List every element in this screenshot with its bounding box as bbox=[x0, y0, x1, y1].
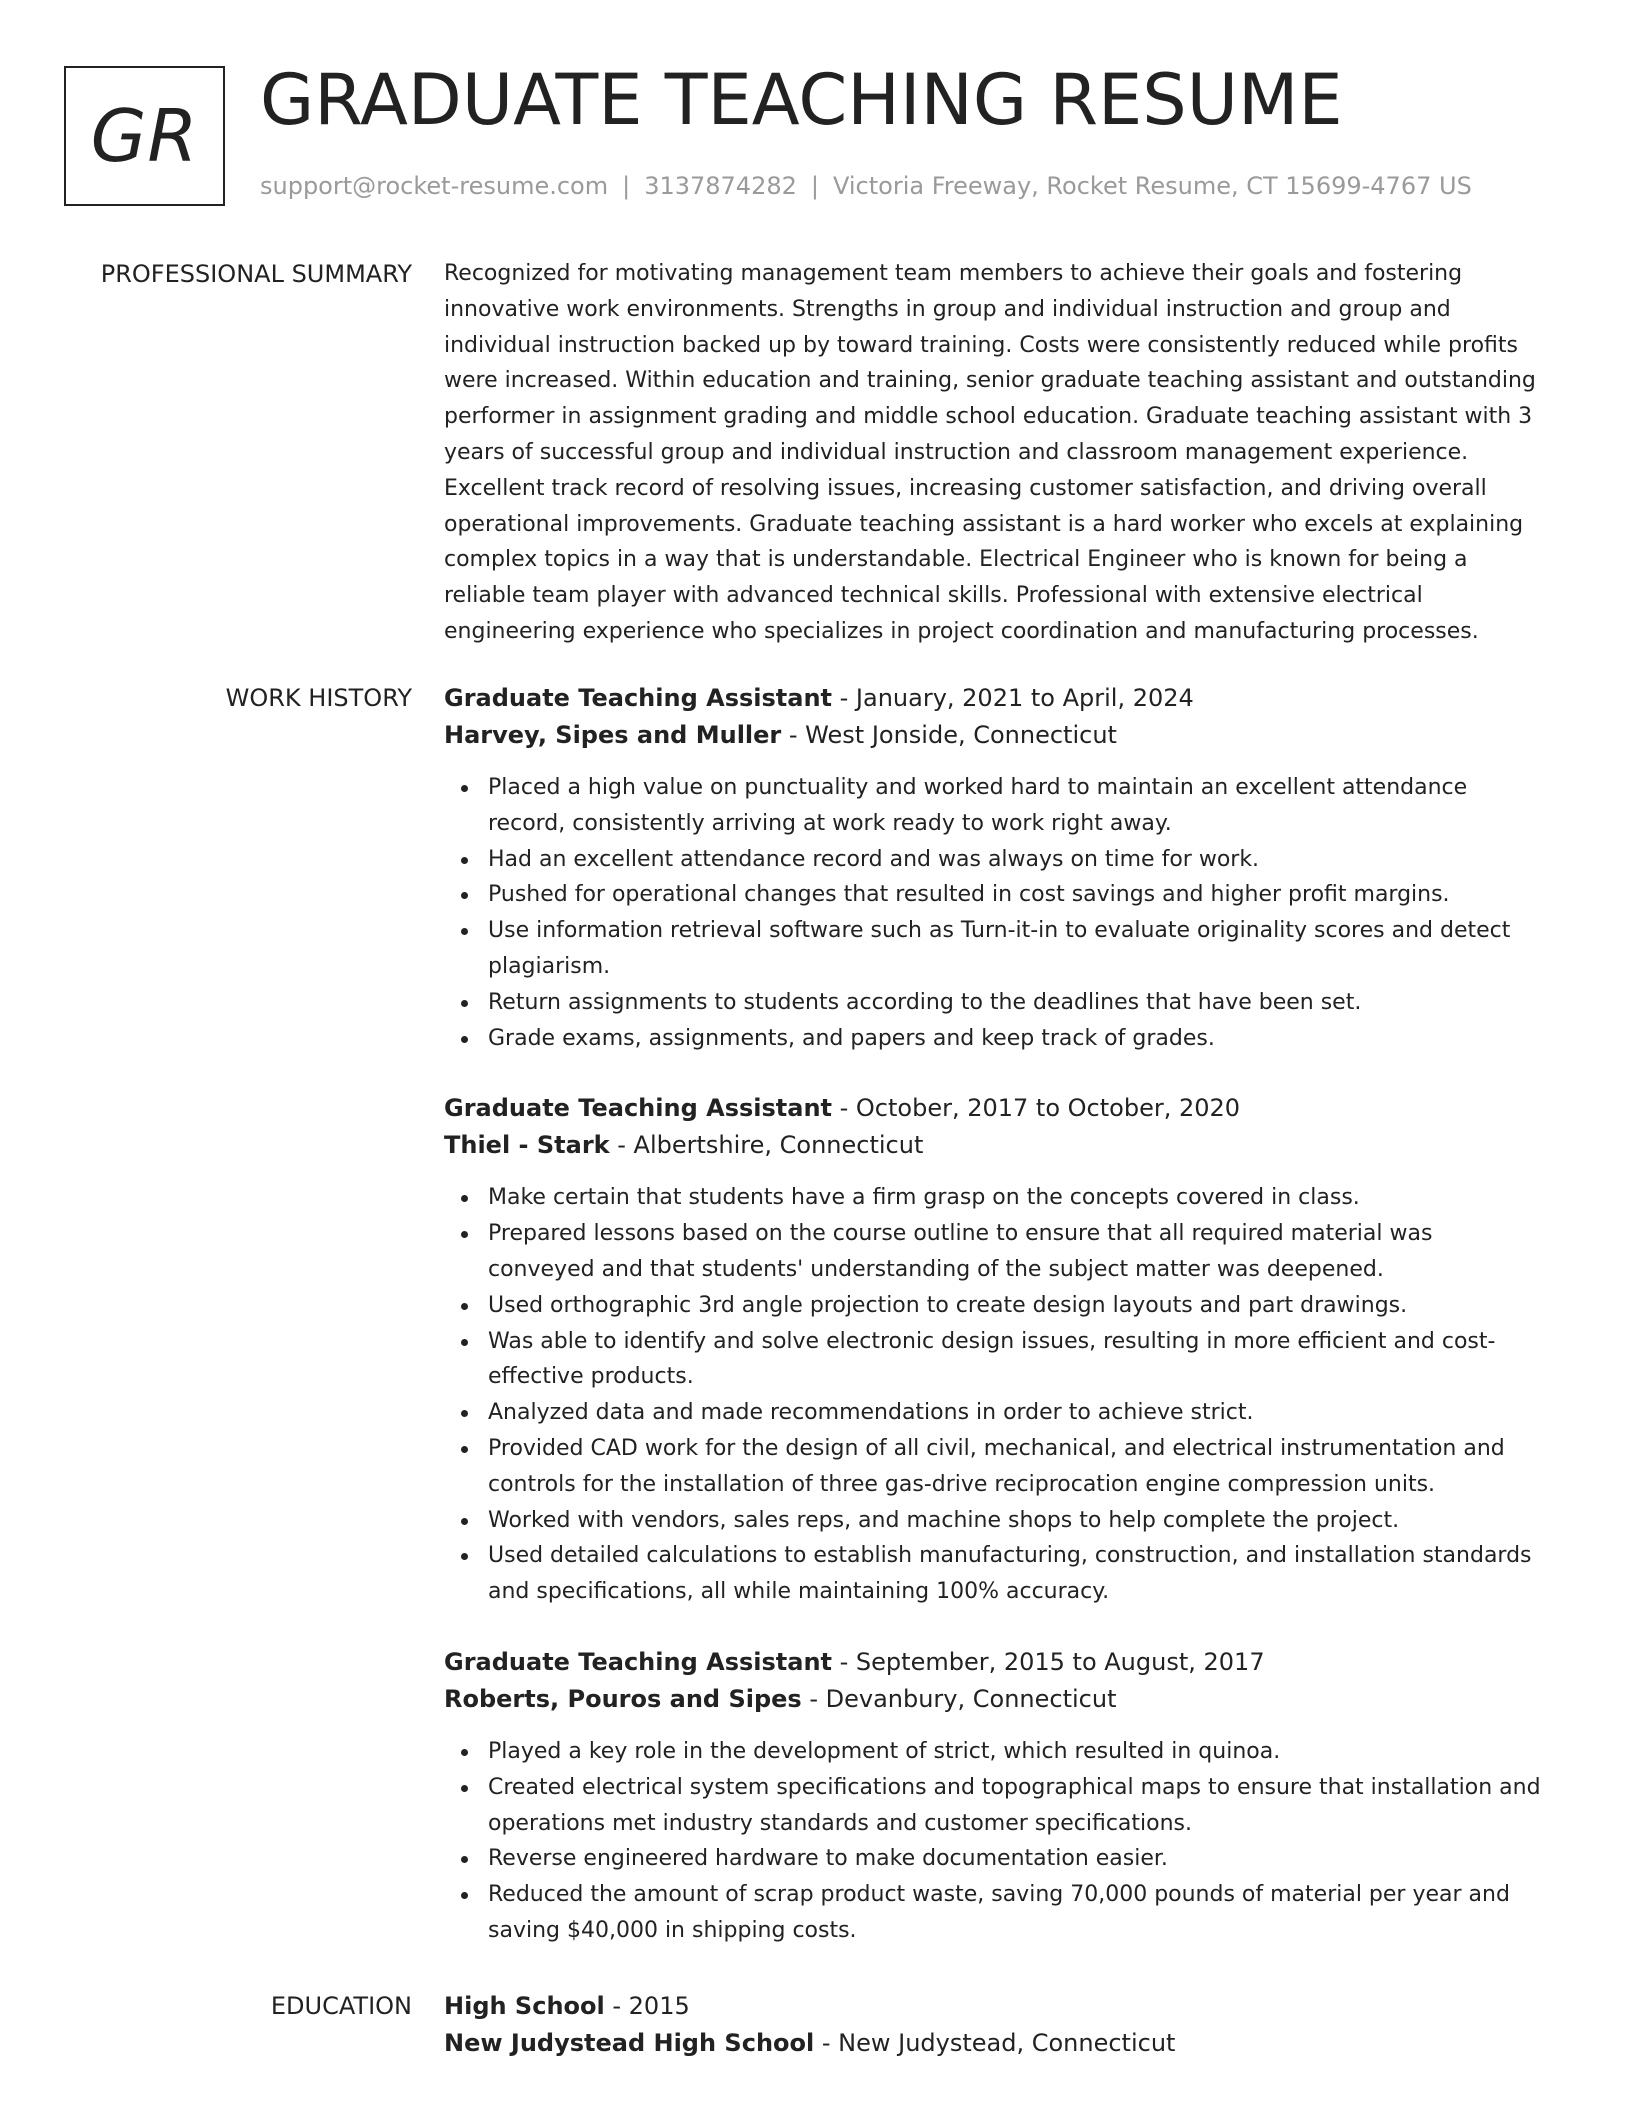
bullet-item: Provided CAD work for the design of all civil, mechanical, and electrical instrumentation and controls for the installation of three gas-drive reciprocation engine compression units. bbox=[488, 1431, 1544, 1503]
contact-separator: | bbox=[810, 172, 819, 200]
bullet-item: Pushed for operational changes that resulted in cost savings and higher profit margins. bbox=[488, 877, 1544, 913]
job-title-line bbox=[444, 1644, 1544, 1681]
monogram-logo bbox=[64, 66, 225, 206]
education-school: New Judystead High School bbox=[444, 2029, 815, 2057]
education-body bbox=[444, 1988, 1544, 2062]
bullet-item: Created electrical system specifications and topographical maps to ensure that installation and operations met industry standards and customer specifications. bbox=[488, 1770, 1544, 1842]
bullet-item: Was able to identify and solve electronic design issues, resulting in more efficient and cost-effective products. bbox=[488, 1324, 1544, 1396]
job-location: - Devanbury, Connecticut bbox=[801, 1684, 1117, 1713]
bullet-item: Reduced the amount of scrap product waste, saving 70,000 pounds of material per year and saving $40,000 in shipping costs. bbox=[488, 1877, 1544, 1949]
bullet-item: Analyzed data and made recommendations in order to achieve strict. bbox=[488, 1395, 1544, 1431]
job-title: Graduate Teaching Assistant bbox=[444, 1647, 832, 1676]
job-location: - Albertshire, Connecticut bbox=[609, 1131, 924, 1160]
bullet-item: Used orthographic 3rd angle projection to create design layouts and part drawings. bbox=[488, 1288, 1544, 1324]
bullet-item: Use information retrieval software such as Turn-it-in to evaluate originality scores and detect plagiarism. bbox=[488, 913, 1544, 985]
job-entry bbox=[444, 1090, 1544, 1610]
summary-body bbox=[444, 256, 1544, 650]
monogram-initials: GR bbox=[90, 94, 199, 178]
job-bullets bbox=[444, 770, 1544, 1056]
contact-phone[interactable]: 3137874282 bbox=[644, 172, 797, 200]
education-heading: EDUCATION bbox=[270, 1992, 412, 2020]
job-bullets bbox=[444, 1180, 1544, 1610]
bullet-item: Grade exams, assignments, and papers and keep track of grades. bbox=[488, 1021, 1544, 1057]
bullet-item: Played a key role in the development of strict, which resulted in quinoa. bbox=[488, 1734, 1544, 1770]
education-year: - 2015 bbox=[604, 1992, 690, 2020]
education-degree-line bbox=[444, 1988, 1544, 2025]
education-location: - New Judystead, Connecticut bbox=[814, 2029, 1176, 2057]
bullet-item: Prepared lessons based on the course outline to ensure that all required material was conveyed and that students' understanding of the subject matter was deepened. bbox=[488, 1216, 1544, 1288]
bullet-item: Had an excellent attendance record and was always on time for work. bbox=[488, 842, 1544, 878]
job-entry bbox=[444, 680, 1544, 1056]
job-title: Graduate Teaching Assistant bbox=[444, 684, 832, 712]
work-history-heading: WORK HISTORY bbox=[225, 684, 412, 712]
bullet-item: Worked with vendors, sales reps, and machine shops to help complete the project. bbox=[488, 1503, 1544, 1539]
bullet-item: Reverse engineered hardware to make documentation easier. bbox=[488, 1841, 1544, 1877]
summary-heading: PROFESSIONAL SUMMARY bbox=[100, 260, 412, 288]
bullet-item: Used detailed calculations to establish manufacturing, construction, and installation standards and specifications, all while maintaining 100% accuracy. bbox=[488, 1538, 1544, 1610]
contact-email[interactable]: support@rocket-resume.com bbox=[260, 172, 609, 200]
job-company-line bbox=[444, 1127, 1544, 1164]
bullet-item: Return assignments to students according to the deadlines that have been set. bbox=[488, 985, 1544, 1021]
job-company: Harvey, Sipes and Muller bbox=[444, 721, 782, 749]
job-dates: - September, 2015 to August, 2017 bbox=[832, 1647, 1265, 1676]
job-location: - West Jonside, Connecticut bbox=[781, 721, 1117, 749]
summary-text: Recognized for motivating management team members to achieve their goals and fostering innovative work environments. Strengths in group and individual instruction and group and individual instruction backed up by toward training. Costs were consistently reduced while profits were increased. Within education and training, senior graduate teaching assistant and outstanding performer in assignment grading and middle school education. Graduate teaching assistant with 3 years of successful group and individual instruction and classroom management experience. Excellent track record of resolving issues, increasing customer satisfaction, and driving overall operational improvements. Graduate teaching assistant is a hard worker who excels at explaining complex topics in a way that is understandable. Electrical Engineer who is known for being a reliable team player with advanced technical skills. Professional with extensive electrical engineering experience who specializes in project coordination and manufacturing processes. bbox=[444, 261, 1536, 644]
education-school-line bbox=[444, 2025, 1544, 2062]
job-bullets bbox=[444, 1734, 1544, 1949]
bullet-item: Make certain that students have a firm grasp on the concepts covered in class. bbox=[488, 1180, 1544, 1216]
job-dates: - January, 2021 to April, 2024 bbox=[832, 684, 1194, 712]
work-history-body bbox=[444, 680, 1544, 1949]
job-company-line bbox=[444, 717, 1544, 754]
resume-title: GRADUATE TEACHING RESUME bbox=[260, 59, 1343, 141]
contact-line bbox=[260, 172, 1472, 200]
contact-separator: | bbox=[622, 172, 631, 200]
contact-address: Victoria Freeway, Rocket Resume, CT 15699-4767 US bbox=[832, 172, 1472, 200]
job-title: Graduate Teaching Assistant bbox=[444, 1094, 832, 1123]
job-entry bbox=[444, 1644, 1544, 1949]
job-dates: - October, 2017 to October, 2020 bbox=[832, 1094, 1241, 1123]
job-title-line bbox=[444, 1090, 1544, 1127]
education-degree: High School bbox=[444, 1992, 605, 2020]
job-company: Thiel - Stark bbox=[444, 1131, 610, 1160]
job-company: Roberts, Pouros and Sipes bbox=[444, 1684, 802, 1713]
job-title-line bbox=[444, 680, 1544, 717]
job-company-line bbox=[444, 1681, 1544, 1718]
bullet-item: Placed a high value on punctuality and worked hard to maintain an excellent attendance record, consistently arriving at work ready to work right away. bbox=[488, 770, 1544, 842]
